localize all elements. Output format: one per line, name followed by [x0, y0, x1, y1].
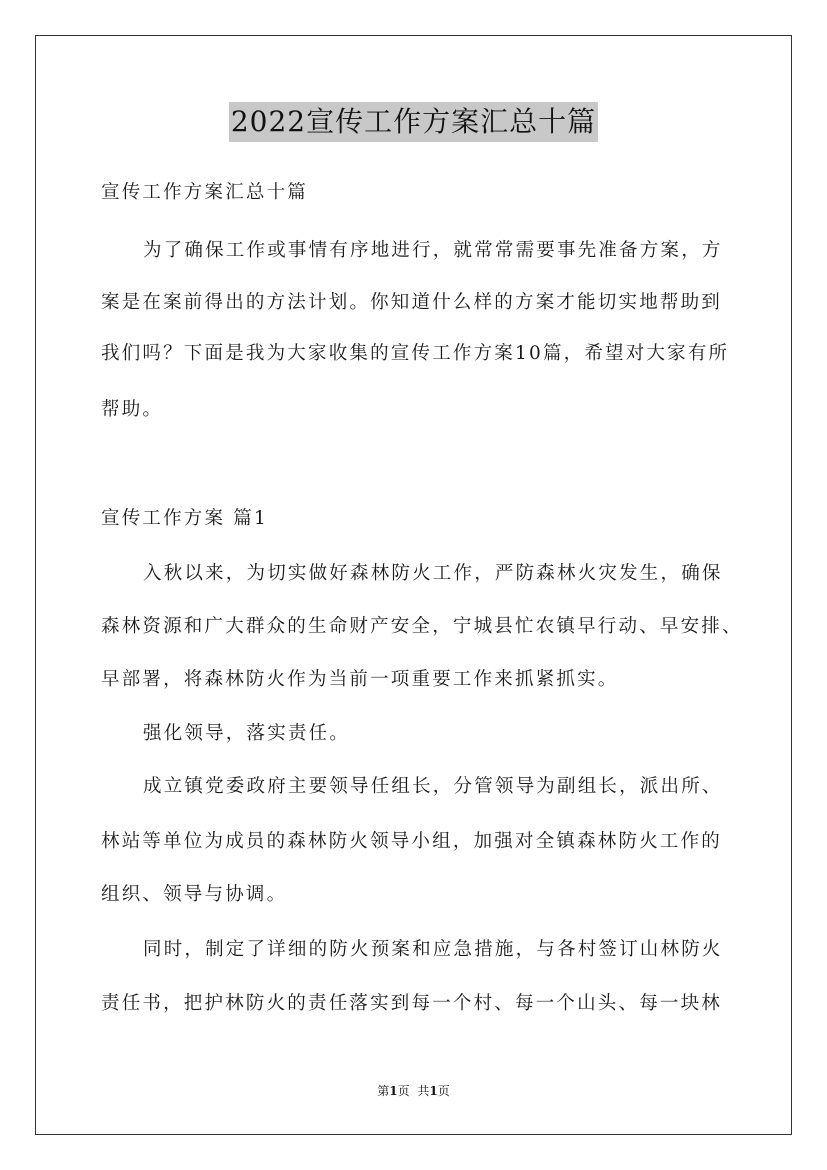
body-line: 早部署，将森林防火作为当前一项重要工作来抓紧抓实。: [101, 669, 619, 690]
body-line: 我们吗？下面是我为大家收集的宣传工作方案10篇，希望对大家有所: [101, 343, 730, 364]
body-line: 强化领导，落实责任。: [143, 723, 351, 744]
body-line: 责任书，把护林防火的责任落实到每一个村、每一个山头、每一块林: [101, 993, 723, 1014]
body-line: 林站等单位为成员的森林防火领导小组，加强对全镇森林防火工作的: [101, 831, 723, 852]
body-line: 为了确保工作或事情有序地进行，就常常需要事先准备方案，方: [143, 240, 723, 261]
body-line: 帮助。: [101, 399, 164, 420]
body-line: 同时，制定了详细的防火预案和应急措施，与各村签订山林防火: [143, 939, 723, 960]
body-line: 入秋以来，为切实做好森林防火工作，严防森林火灾发生，确保: [143, 563, 723, 584]
footer-total-prefix: 共: [417, 1084, 430, 1098]
footer-page-suffix: 页: [397, 1084, 410, 1098]
footer-total-number: 1: [429, 1084, 438, 1098]
footer-total-suffix: 页: [437, 1084, 450, 1098]
page-footer: [0, 1083, 827, 1099]
body-line: 成立镇党委政府主要领导任组长，分管领导为副组长，派出所、: [143, 776, 723, 797]
body-line: 组织、领导与协调。: [101, 884, 288, 905]
title-container: [0, 102, 827, 142]
document-title: 2022宣传工作方案汇总十篇: [229, 102, 598, 142]
body-line: 宣传工作方案汇总十篇: [101, 182, 309, 203]
body-line: 森林资源和广大群众的生命财产安全，宁城县忙农镇早行动、早安排、: [101, 616, 743, 637]
body-line: 案是在案前得出的方法计划。你知道什么样的方案才能切实地帮助到: [101, 292, 723, 313]
footer-page-number: 1: [389, 1084, 398, 1098]
footer-prefix: 第: [377, 1084, 390, 1098]
section-heading: 宣传工作方案 篇1: [101, 508, 268, 529]
